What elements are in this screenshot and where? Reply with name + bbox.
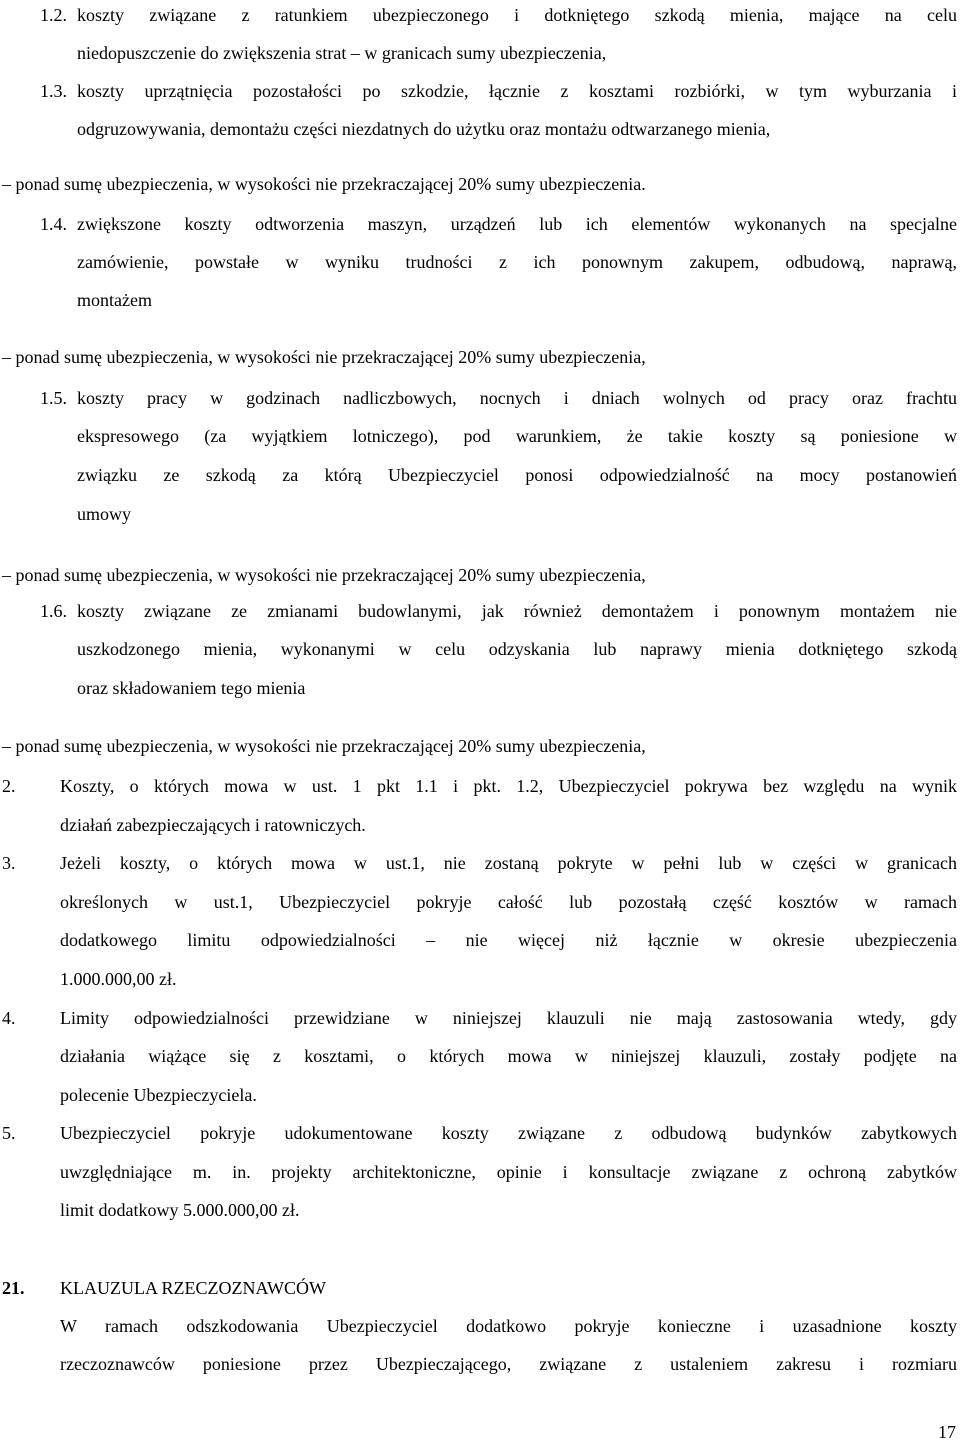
limit-note: – ponad sumę ubezpieczenia, w wysokości nie przekraczającej 20% sumy ubezpieczenia, bbox=[2, 347, 646, 367]
section-number: 21. bbox=[2, 1278, 25, 1298]
item-text-line: niedopuszczenie do zwiększenia strat – w granicach sumy ubezpieczenia, bbox=[77, 43, 607, 63]
item-text-line: działania wiążące się z kosztami, o których mowa w niniejszej klauzuli, zostały podjęte na bbox=[60, 1046, 957, 1066]
item-text-line: Limity odpowiedzialności przewidziane w niniejszej klauzuli nie mają zastosowania wtedy, gdy bbox=[60, 1008, 957, 1028]
item-text-line: polecenie Ubezpieczyciela. bbox=[60, 1085, 257, 1105]
item-text-line: zamówienie, powstałe w wyniku trudności z ich ponownym zakupem, odbudową, naprawą, bbox=[77, 252, 957, 272]
item-text-line: umowy bbox=[77, 504, 131, 524]
item-text-line: koszty związane z ratunkiem ubezpieczonego i dotkniętego szkodą mienia, mające na celu bbox=[77, 5, 957, 25]
item-text-line: działań zabezpieczających i ratowniczych. bbox=[60, 815, 366, 835]
item-text-line: koszty pracy w godzinach nadliczbowych, nocnych i dniach wolnych od pracy oraz frachtu bbox=[77, 388, 957, 408]
item-text-line: 1.000.000,00 zł. bbox=[60, 969, 177, 989]
page-number: 17 bbox=[938, 1422, 956, 1442]
item-text-line: montażem bbox=[77, 290, 152, 310]
section-text-line: W ramach odszkodowania Ubezpieczyciel dodatkowo pokryje konieczne i uzasadnione koszty bbox=[60, 1316, 957, 1336]
limit-note: – ponad sumę ubezpieczenia, w wysokości nie przekraczającej 20% sumy ubezpieczenia. bbox=[2, 174, 646, 194]
item-text-line: Ubezpieczyciel pokryje udokumentowane koszty związane z odbudową budynków zabytkowych bbox=[60, 1123, 957, 1143]
item-number: 2. bbox=[2, 776, 16, 796]
item-text-line: zwiększone koszty odtworzenia maszyn, urządzeń lub ich elementów wykonanych na specjalne bbox=[77, 214, 957, 234]
item-text-line: oraz składowaniem tego mienia bbox=[77, 678, 306, 698]
item-text-line: Koszty, o których mowa w ust. 1 pkt 1.1 i pkt. 1.2, Ubezpieczyciel pokrywa bez względu na wynik bbox=[60, 776, 957, 796]
item-number: 1.2. bbox=[40, 5, 67, 25]
item-text-line: koszty związane ze zmianami budowlanymi, jak również demontażem i ponownym montażem nie bbox=[77, 601, 957, 621]
item-text-line: odgruzowywania, demontażu części niezdatnych do użytku oraz montażu odtwarzanego mienia, bbox=[77, 119, 771, 139]
item-number: 1.4. bbox=[40, 214, 67, 234]
item-number: 4. bbox=[2, 1008, 16, 1028]
item-text-line: uwzględniające m. in. projekty architektoniczne, opinie i konsultacje związane z ochroną zabytków bbox=[60, 1162, 957, 1182]
item-text-line: koszty uprzątnięcia pozostałości po szkodzie, łącznie z kosztami rozbiórki, w tym wyburzania i bbox=[77, 81, 957, 101]
item-number: 1.3. bbox=[40, 81, 67, 101]
limit-note: – ponad sumę ubezpieczenia, w wysokości nie przekraczającej 20% sumy ubezpieczenia, bbox=[2, 736, 646, 756]
item-text-line: określonych w ust.1, Ubezpieczyciel pokryje całość lub pozostałą część kosztów w ramach bbox=[60, 892, 957, 912]
item-text-line: dodatkowego limitu odpowiedzialności – nie więcej niż łącznie w okresie ubezpieczenia bbox=[60, 930, 957, 950]
limit-note: – ponad sumę ubezpieczenia, w wysokości nie przekraczającej 20% sumy ubezpieczenia, bbox=[2, 565, 646, 585]
item-number: 3. bbox=[2, 853, 16, 873]
item-text-line: uszkodzonego mienia, wykonanymi w celu odzyskania lub naprawy mienia dotkniętego szkodą bbox=[77, 639, 957, 659]
item-number: 1.5. bbox=[40, 388, 67, 408]
item-text-line: limit dodatkowy 5.000.000,00 zł. bbox=[60, 1200, 300, 1220]
item-number: 1.6. bbox=[40, 601, 67, 621]
item-number: 5. bbox=[2, 1123, 16, 1143]
item-text-line: ekspresowego (za wyjątkiem lotniczego), pod warunkiem, że takie koszty są poniesione w bbox=[77, 426, 957, 446]
item-text-line: Jeżeli koszty, o których mowa w ust.1, nie zostaną pokryte w pełni lub w części w granicach bbox=[60, 853, 957, 873]
section-text-line: rzeczoznawców poniesione przez Ubezpieczającego, związane z ustaleniem zakresu i rozmiaru bbox=[60, 1354, 957, 1374]
item-text-line: związku ze szkodą za którą Ubezpieczyciel ponosi odpowiedzialność na mocy postanowień bbox=[77, 465, 957, 485]
section-title: KLAUZULA RZECZOZNAWCÓW bbox=[60, 1278, 327, 1298]
